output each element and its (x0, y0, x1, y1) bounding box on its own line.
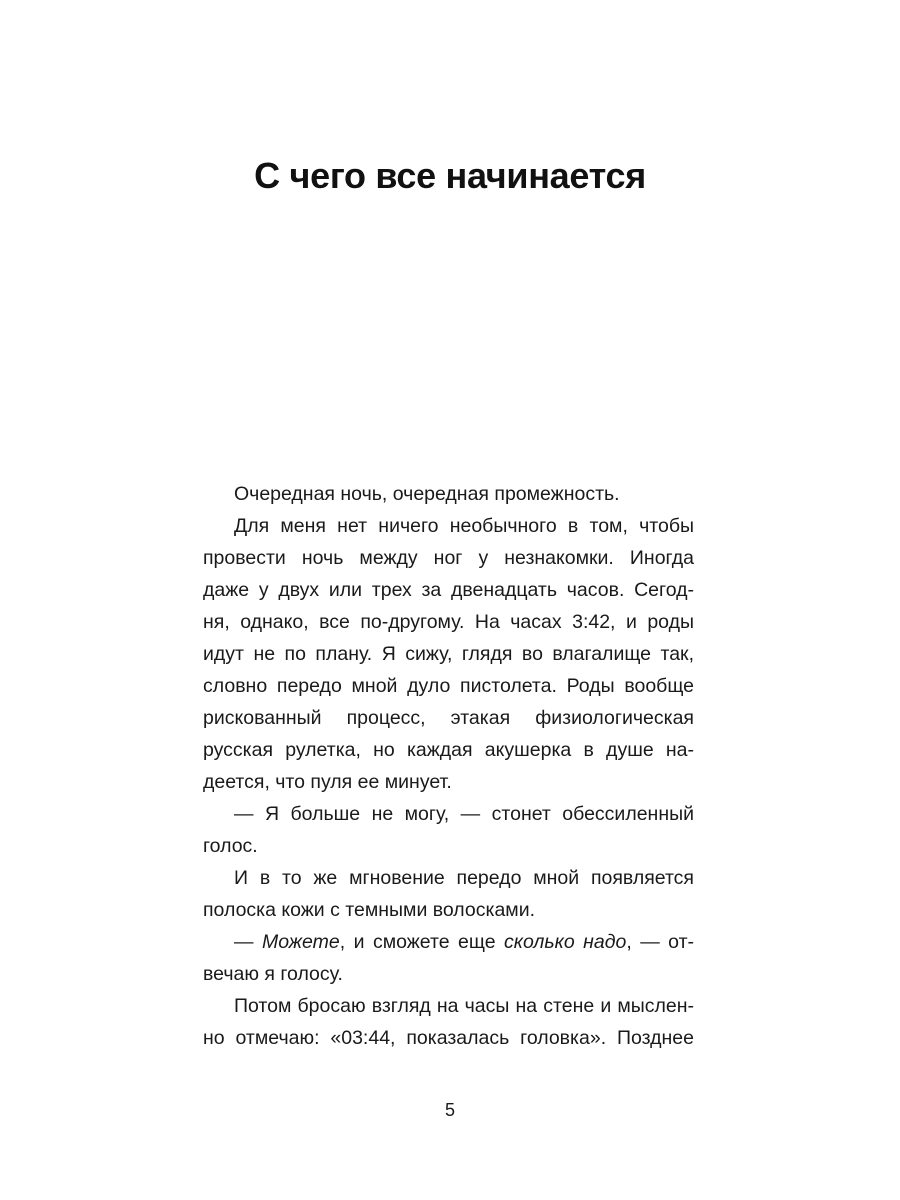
text-line: но отмечаю: «03:44, показалась головка». Позднее (203, 1027, 694, 1049)
text-fragment: , и сможете еще (339, 931, 504, 953)
text-line: Очередная ночь, очередная промежность. (234, 483, 620, 505)
chapter-title: С чего все начинается (254, 155, 646, 196)
text-line: Потом бросаю взгляд на часы на стене и мыслен- (234, 995, 694, 1017)
paragraph (172, 862, 694, 926)
paragraph (172, 990, 694, 1054)
paragraph (172, 510, 694, 798)
text-line (172, 926, 694, 958)
text-line: голос. (203, 835, 258, 857)
text-line: — Я больше не могу, — стонет обессиленный (234, 803, 694, 825)
text-line: провести ночь между ног у незнакомки. Иногда (203, 547, 694, 569)
italic-fragment: Можете (261, 931, 340, 953)
text-line: рискованный процесс, этакая физиологическая (203, 707, 694, 729)
text-line: даже у двух или трех за двенадцать часов. Сегод- (203, 579, 694, 601)
paragraph (172, 926, 694, 990)
text-line: русская рулетка, но каждая акушерка в душе на- (203, 739, 694, 761)
paragraph (172, 798, 694, 862)
text-line: И в то же мгновение передо мной появляется (234, 867, 694, 889)
text-line: деется, что пуля ее минует. (203, 771, 452, 793)
text-line: Для меня нет ничего необычного в том, чтобы (234, 515, 694, 537)
text-fragment: , — от- (626, 931, 695, 953)
text-line: идут не по плану. Я сижу, глядя во влагалище так, (203, 643, 694, 665)
italic-fragment: сколько надо (504, 931, 627, 953)
paragraph (172, 478, 694, 510)
chapter-body (172, 478, 694, 1054)
text-fragment: — (234, 931, 262, 953)
text-line: ня, однако, все по-другому. На часах 3:42, и роды (203, 611, 694, 633)
page-number: 5 (444, 1100, 455, 1120)
text-line: полоска кожи с темными волосками. (203, 899, 536, 921)
text-line: словно передо мной дуло пистолета. Роды вообще (203, 675, 694, 697)
text-line: вечаю я голосу. (203, 963, 343, 985)
